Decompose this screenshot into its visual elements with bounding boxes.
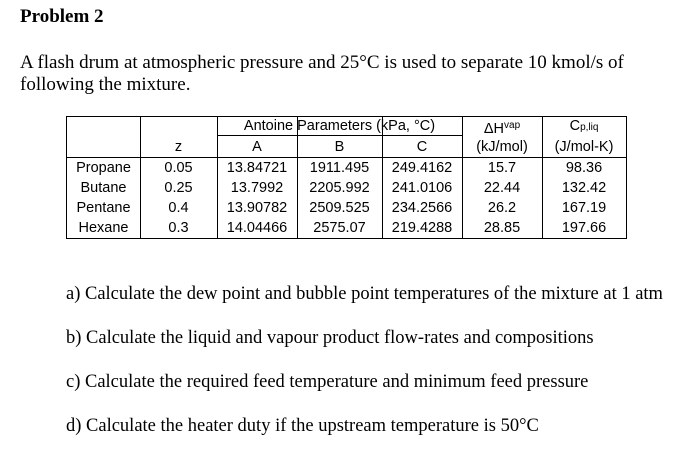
cell-c: 234.2566 — [391, 200, 453, 216]
question-c: c) Calculate the required feed temperature and minimum feed pressure — [66, 372, 589, 392]
cell-cp: 197.66 — [561, 220, 607, 236]
table-divider — [217, 135, 462, 136]
cp-subscript: p,liq — [580, 122, 599, 133]
cell-a: 13.7992 — [230, 180, 284, 196]
cell-c: 249.4162 — [391, 160, 453, 176]
cp-symbol: C — [569, 118, 581, 134]
col-header-cp-units: (J/mol-K) — [554, 139, 614, 155]
cell-c: 219.4288 — [391, 220, 453, 236]
cell-cp: 98.36 — [565, 160, 603, 176]
row-label: Pentane — [76, 200, 131, 216]
question-b: b) Calculate the liquid and vapour product flow-rates and compositions — [66, 328, 594, 348]
cell-z: 0.3 — [168, 220, 189, 236]
cell-dh: 22.44 — [483, 180, 521, 196]
problem-heading: Problem 2 — [20, 6, 104, 27]
question-d: d) Calculate the heater duty if the upstream temperature is 50°C — [66, 416, 539, 436]
problem-intro: A flash drum at atmospheric pressure and 25°C is used to separate 10 kmol/s of following the mixture. — [20, 52, 624, 95]
cell-b: 2205.992 — [309, 180, 370, 196]
cell-dh: 15.7 — [487, 160, 517, 176]
cell-z: 0.05 — [164, 160, 193, 176]
col-header-a: A — [252, 139, 262, 155]
col-header-dh-units: (kJ/mol) — [476, 139, 528, 155]
cell-dh: 26.2 — [487, 200, 517, 216]
row-label: Propane — [76, 160, 131, 176]
col-header-z: z — [174, 139, 183, 155]
data-table — [66, 116, 627, 239]
cell-a: 13.90782 — [226, 200, 288, 216]
cell-z: 0.25 — [164, 180, 193, 196]
dh-symbol: ΔH — [483, 121, 505, 137]
cell-cp: 132.42 — [561, 180, 607, 196]
cell-dh: 28.85 — [483, 220, 521, 236]
col-header-c: C — [416, 139, 428, 155]
row-label: Butane — [80, 180, 127, 196]
cell-b: 2509.525 — [309, 200, 370, 216]
cell-cp: 167.19 — [561, 200, 607, 216]
cell-b: 1911.495 — [309, 160, 370, 176]
cell-b: 2575.07 — [313, 220, 366, 236]
col-header-cp — [542, 117, 626, 135]
cell-a: 13.84721 — [226, 160, 288, 176]
dh-superscript: vap — [504, 120, 521, 131]
col-header-dh — [462, 117, 542, 135]
cell-z: 0.4 — [168, 200, 189, 216]
row-label: Hexane — [78, 220, 129, 236]
cell-c: 241.0106 — [391, 180, 453, 196]
cell-a: 14.04466 — [226, 220, 288, 236]
antoine-header: Antoine Parameters (kPa, °C) — [243, 118, 436, 134]
table-divider — [67, 157, 626, 158]
col-header-b: B — [334, 139, 345, 155]
question-a: a) Calculate the dew point and bubble point temperatures of the mixture at 1 atm — [66, 284, 663, 304]
